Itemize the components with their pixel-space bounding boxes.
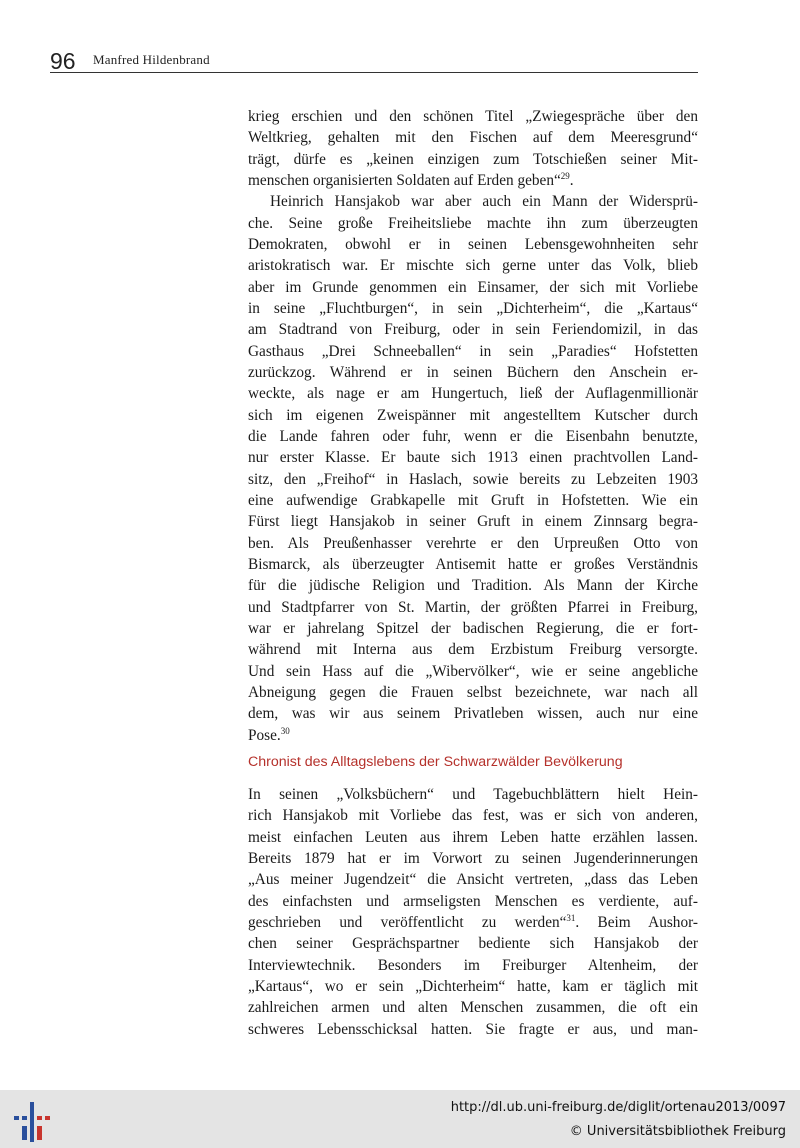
body-text <box>248 106 698 746</box>
text-line: ben. Als Preußenhasser verehrte er den Urpreußen Otto von <box>248 534 698 552</box>
text-line: die Lande fahren oder fuhr, wenn er die Eisenbahn benutzte, <box>248 427 698 445</box>
text-line: sitz, den „Freihof“ in Haslach, sowie bereits zu Lebzeiten 1903 <box>248 470 698 488</box>
text-line: Weltkrieg, gehalten mit den Fischen auf dem Meeresgrund“ <box>248 129 698 147</box>
text-line: am Stadtrand von Freiburg, oder in sein Feriendomizil, in das <box>248 321 698 339</box>
text-line: Interviewtechnik. Besonders im Freiburger Altenheim, der <box>248 956 698 974</box>
text-line: krieg erschien und den schönen Titel „Zwiegespräche über den <box>248 108 698 125</box>
text-line: nur erster Klasse. Er baute sich 1913 einen prachtvollen Land- <box>248 449 698 467</box>
running-head: Manfred Hildenbrand <box>93 52 210 67</box>
text-line: Und sein Hass auf die „Wibervölker“, wie er seine angebliche <box>248 662 698 680</box>
text-fragment: menschen organisierten Soldaten auf Erden geben“ <box>248 171 561 189</box>
text-line: war er jahrelang Spitzel der badischen Regierung, die er fort- <box>248 619 698 637</box>
text-line <box>248 725 698 746</box>
text-line: weckte, als nage er am Hungertuch, ließ der Auflagenmillionär <box>248 385 698 403</box>
logo-block <box>37 1126 42 1140</box>
logo-block <box>37 1116 42 1120</box>
text-line: und Stadtpfarrer von St. Martin, der größten Pfarrei in Freiburg, <box>248 598 698 616</box>
text-line: Bereits 1879 hat er im Vorwort zu seinen Jugenderinnerungen <box>248 849 698 867</box>
section-body-text <box>248 784 698 1040</box>
text-line: Demokraten, obwohl er in seinen Lebensgewohnheiten sehr <box>248 235 698 253</box>
document-url-link[interactable]: http://dl.ub.uni-freiburg.de/diglit/ortenau2013/0097 <box>450 1100 786 1115</box>
text-line: eine aufwendige Grabkapelle mit Gruft in Hofstetten. Wie ein <box>248 491 698 509</box>
text-line: In seinen „Volksbüchern“ und Tagebuchblättern hielt Hein- <box>248 786 698 803</box>
text-line: des einfachsten und armseligsten Menschen es verdiente, auf- <box>248 892 698 910</box>
library-logo-icon[interactable] <box>12 1100 52 1144</box>
text-fragment: . <box>569 171 574 189</box>
text-line: Bismarck, als überzeugter Antisemit hatte er großes Verständnis <box>248 555 698 573</box>
text-line: zurückzog. Während er in seinen Büchern den Anschein er- <box>248 363 698 381</box>
logo-block <box>22 1116 27 1120</box>
text-line: „Kartaus“, wo er sein „Dichterheim“ hatte, kam er täglich mit <box>248 977 698 995</box>
footnote-marker[interactable]: 29 <box>560 170 570 181</box>
copyright-notice: © Universitätsbibliothek Freiburg <box>569 1124 786 1139</box>
footnote-marker[interactable]: 31 <box>566 912 576 923</box>
text-line: meist einfachen Leuten aus ihrem Leben hatte erzählen lassen. <box>248 828 698 846</box>
text-line: chen seiner Gesprächspartner bediente sich Hansjakob der <box>248 935 698 953</box>
text-line <box>248 170 698 191</box>
text-line: zahlreichen armen und alten Menschen zusammen, die oft ein <box>248 999 698 1017</box>
text-line: dem, was wir aus seinem Privatleben wissen, auch nur eine <box>248 705 698 723</box>
text-fragment: geschrieben und veröffentlicht zu werden“ <box>248 913 567 931</box>
text-line <box>248 912 698 933</box>
text-line: Fürst liegt Hansjakob in seiner Gruft in einem Zinnsarg begra- <box>248 513 698 531</box>
text-line: schweres Lebensschicksal hatten. Sie fragte er aus, und man- <box>248 1020 698 1038</box>
logo-block <box>14 1116 19 1120</box>
text-line: für die jüdische Religion und Tradition. Als Mann der Kirche <box>248 577 698 595</box>
text-fragment: . Beim Aushor- <box>575 913 698 931</box>
text-fragment: Pose. <box>248 726 281 744</box>
text-line: in seine „Fluchtburgen“, in sein „Dichterheim“, die „Kartaus“ <box>248 299 698 317</box>
text-line: trägt, dürfe es „keinen einzigen zum Totschießen seiner Mit- <box>248 150 698 168</box>
page-header <box>50 48 698 73</box>
text-line: Gasthaus „Drei Schneeballen“ in sein „Paradies“ Hofstetten <box>248 342 698 360</box>
text-line: sich im eigenen Zweispänner mit angestelltem Kutscher durch <box>248 406 698 424</box>
footnote-marker[interactable]: 30 <box>280 725 290 736</box>
page-number: 96 <box>50 48 76 74</box>
footer-bar <box>0 1090 800 1148</box>
text-line: rich Hansjakob mit Vorliebe das fest, was er sich von anderen, <box>248 807 698 825</box>
logo-block <box>30 1102 34 1142</box>
text-line: aber im Grunde genommen ein Einsamer, der sich mit Vorliebe <box>248 278 698 296</box>
section-heading: Chronist des Alltagslebens der Schwarzwälder Bevölkerung <box>248 754 623 770</box>
text-line: „Aus meiner Jugendzeit“ die Ansicht vertreten, „dass das Leben <box>248 871 698 889</box>
library-logo-graphic <box>12 1100 52 1144</box>
logo-block <box>22 1126 27 1140</box>
text-line: aristokratisch war. Er mischte sich gerne unter das Volk, blieb <box>248 257 698 275</box>
text-line: während mit Interna aus dem Erzbistum Freiburg versorgte. <box>248 641 698 659</box>
text-line: Abneigung gegen die Frauen selbst bezeichnete, war nach all <box>248 683 698 701</box>
text-line: che. Seine große Freiheitsliebe machte ihn zum überzeugten <box>248 214 698 232</box>
logo-block <box>45 1116 50 1120</box>
text-line: Heinrich Hansjakob war aber auch ein Mann der Widersprü- <box>270 193 698 211</box>
